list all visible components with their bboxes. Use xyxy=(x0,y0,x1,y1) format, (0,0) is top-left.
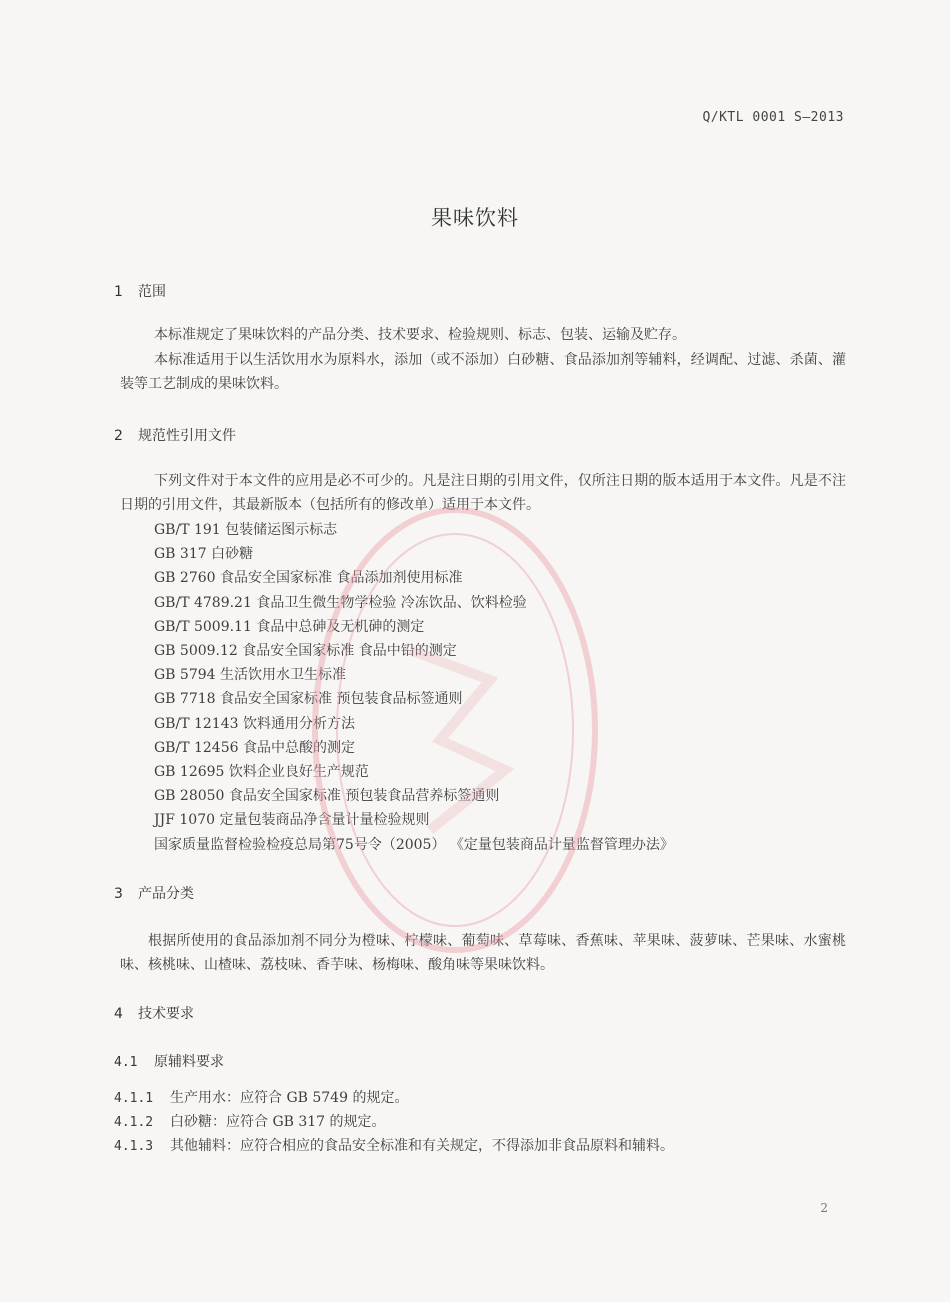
reference-item: GB 5009.12 食品安全国家标准 食品中铅的测定 xyxy=(154,643,457,660)
section-2-heading xyxy=(114,425,236,445)
reference-item: GB 5794 生活饮用水卫生标准 xyxy=(154,667,347,684)
reference-item: GB/T 5009.11 食品中总砷及无机砷的测定 xyxy=(154,618,425,635)
clause-4-1-1 xyxy=(114,1087,408,1107)
section-number: 1 xyxy=(114,284,123,300)
clause-4-1-2 xyxy=(114,1111,386,1131)
reference-list xyxy=(154,518,674,857)
subsection-4-1-heading xyxy=(114,1051,224,1071)
section-title: 规范性引用文件 xyxy=(138,428,236,444)
references-intro: 下列文件对于本文件的应用是必不可少的。凡是注日期的引用文件，仅所注日期的版本适用于本文件。凡是不注日期的引用文件，其最新版本（包括所有的修改单）适用于本文件。 xyxy=(120,473,846,513)
section-title: 范围 xyxy=(138,284,166,300)
clause-number: 4.1.3 xyxy=(114,1139,154,1154)
reference-item: GB/T 191 包装储运图示标志 xyxy=(154,522,338,538)
reference-item: GB/T 12143 饮料通用分析方法 xyxy=(154,715,355,732)
reference-item: GB 7718 食品安全国家标准 预包装食品标签通则 xyxy=(154,691,463,708)
clause-text: 白砂糖：应符合 GB 317 的规定。 xyxy=(170,1114,386,1130)
clause-4-1-3 xyxy=(114,1135,674,1155)
scope-paragraph-2: 本标准适用于以生活饮用水为原料水，添加（或不添加）白砂糖、食品添加剂等辅料，经调配、过滤、杀菌、灌装等工艺制成的果味饮料。 xyxy=(120,352,846,392)
page-number: 2 xyxy=(820,1201,828,1215)
section-3-heading xyxy=(114,883,194,903)
subsection-number: 4.1 xyxy=(114,1055,138,1070)
reference-item: GB 28050 食品安全国家标准 预包装食品营养标签通则 xyxy=(154,788,500,805)
section-number: 3 xyxy=(114,886,123,902)
clause-text: 其他辅料：应符合相应的食品安全标准和有关规定，不得添加非食品原料和辅料。 xyxy=(170,1138,674,1154)
section-number: 2 xyxy=(114,428,123,444)
reference-item: GB 317 白砂糖 xyxy=(154,546,254,563)
standard-code: Q/KTL 0001 S—2013 xyxy=(702,110,844,125)
reference-item: JJF 1070 定量包装商品净含量计量检验规则 xyxy=(154,812,430,829)
section-4-heading xyxy=(114,1003,194,1023)
reference-item: GB 12695 饮料企业良好生产规范 xyxy=(154,764,369,781)
reference-item: 国家质量监督检验检疫总局第75号令（2005） 《定量包装商品计量监督管理办法》 xyxy=(154,836,674,853)
section-1-heading xyxy=(114,281,166,301)
scope-paragraph-1: 本标准规定了果味饮料的产品分类、技术要求、检验规则、标志、包装、运输及贮存。 xyxy=(154,327,686,343)
document-title: 果味饮料 xyxy=(431,206,519,230)
section-title: 产品分类 xyxy=(138,886,194,902)
classification-paragraph: 根据所使用的食品添加剂不同分为橙味、柠檬味、葡萄味、草莓味、香蕉味、苹果味、菠萝味、芒果味、水蜜桃味、核桃味、山楂味、荔枝味、香芋味、杨梅味、酸角味等果味饮料。 xyxy=(120,933,846,973)
clause-number: 4.1.1 xyxy=(114,1091,154,1106)
section-number: 4 xyxy=(114,1006,123,1022)
reference-item: GB/T 4789.21 食品卫生微生物学检验 冷冻饮品、饮料检验 xyxy=(154,594,527,611)
subsection-title: 原辅料要求 xyxy=(154,1054,224,1070)
reference-item: GB/T 12456 食品中总酸的测定 xyxy=(154,739,355,756)
clause-number: 4.1.2 xyxy=(114,1115,154,1130)
reference-item: GB 2760 食品安全国家标准 食品添加剂使用标准 xyxy=(154,570,463,587)
section-title: 技术要求 xyxy=(138,1006,194,1022)
clause-text: 生产用水：应符合 GB 5749 的规定。 xyxy=(170,1090,409,1106)
